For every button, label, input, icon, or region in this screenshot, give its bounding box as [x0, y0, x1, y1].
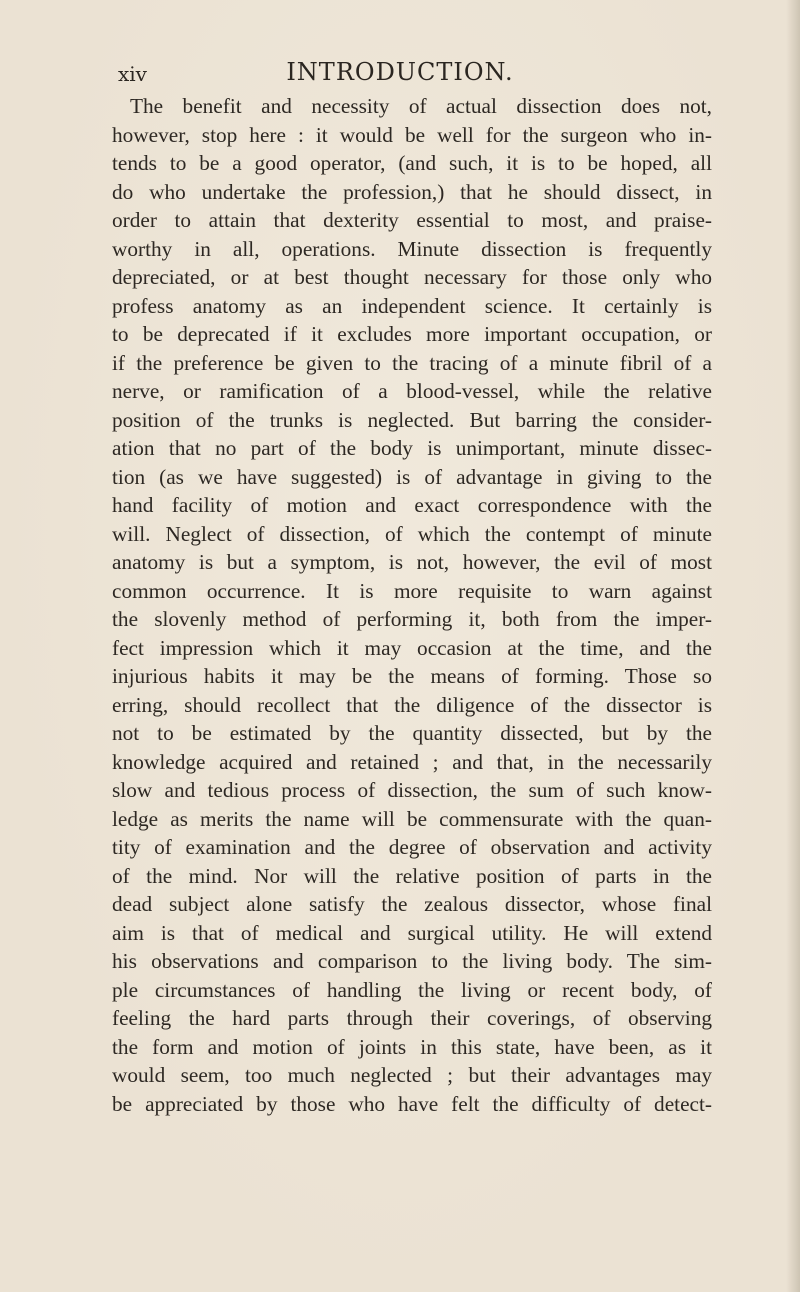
- text-line: order to attain that dexterity essential to most, and praise-: [112, 208, 712, 232]
- text-line: profess anatomy as an independent science. It certainly is: [112, 293, 712, 318]
- text-line: would seem, too much neglected ; but their advantages may: [112, 1063, 712, 1087]
- text-line: will. Neglect of dissection, of which the contempt of minute: [112, 521, 712, 546]
- text-line: common occurrence. It is more requisite to warn against: [112, 578, 712, 603]
- text-line: ation that no part of the body is unimportant, minute dissec-: [112, 436, 712, 460]
- text-line: tion (as we have suggested) is of advantage in giving to the: [112, 464, 712, 489]
- page-edge-shadow: [786, 0, 800, 1292]
- text-line: however, stop here : it would be well for the surgeon who in-: [112, 122, 712, 147]
- text-line: dead subject alone satisfy the zealous dissector, whose final: [112, 892, 712, 916]
- text-line: injurious habits it may be the means of forming. Those so: [112, 664, 712, 688]
- text-line: slow and tedious process of dissection, the sum of such know-: [112, 778, 712, 802]
- text-line: be appreciated by those who have felt the difficulty of detect-: [112, 1091, 712, 1116]
- text-line: ledge as merits the name will be commensurate with the quan-: [112, 806, 712, 831]
- page-header: [0, 52, 800, 92]
- text-line: depreciated, or at best thought necessary for those only who: [112, 265, 712, 289]
- text-line: not to be estimated by the quantity dissected, but by the: [112, 721, 712, 745]
- text-line: The benefit and necessity of actual dissection does not,: [130, 94, 712, 118]
- text-line: ple circumstances of handling the living or recent body, of: [112, 977, 712, 1002]
- text-line: to be deprecated if it excludes more important occupation, or: [112, 322, 712, 346]
- text-line: tity of examination and the degree of observation and activity: [112, 835, 712, 859]
- text-line: feeling the hard parts through their coverings, of observing: [112, 1006, 712, 1030]
- text-line: of the mind. Nor will the relative position of parts in the: [112, 863, 712, 888]
- text-line: position of the trunks is neglected. But barring the consider-: [112, 407, 712, 432]
- text-line: anatomy is but a symptom, is not, however, the evil of most: [112, 550, 712, 574]
- body-paragraph: [112, 92, 712, 1118]
- text-line: tends to be a good operator, (and such, it is to be hoped, all: [112, 151, 712, 175]
- text-line: nerve, or ramification of a blood-vessel, while the relative: [112, 379, 712, 403]
- text-line: his observations and comparison to the living body. The sim-: [112, 949, 712, 973]
- text-line: hand facility of motion and exact correspondence with the: [112, 493, 712, 517]
- running-head: INTRODUCTION.: [286, 58, 514, 86]
- text-line: aim is that of medical and surgical utility. He will extend: [112, 920, 712, 945]
- page-number: xiv: [118, 62, 147, 86]
- text-line: the slovenly method of performing it, both from the imper-: [112, 607, 712, 631]
- text-line: do who undertake the profession,) that he should dissect, in: [112, 179, 712, 204]
- text-line: if the preference be given to the tracing of a minute fibril of a: [112, 350, 712, 375]
- text-line: the form and motion of joints in this state, have been, as it: [112, 1034, 712, 1059]
- text-line: knowledge acquired and retained ; and that, in the necessarily: [112, 749, 712, 774]
- text-line: erring, should recollect that the diligence of the dissector is: [112, 692, 712, 717]
- text-line: fect impression which it may occasion at the time, and the: [112, 635, 712, 660]
- text-line: worthy in all, operations. Minute dissection is frequently: [112, 236, 712, 261]
